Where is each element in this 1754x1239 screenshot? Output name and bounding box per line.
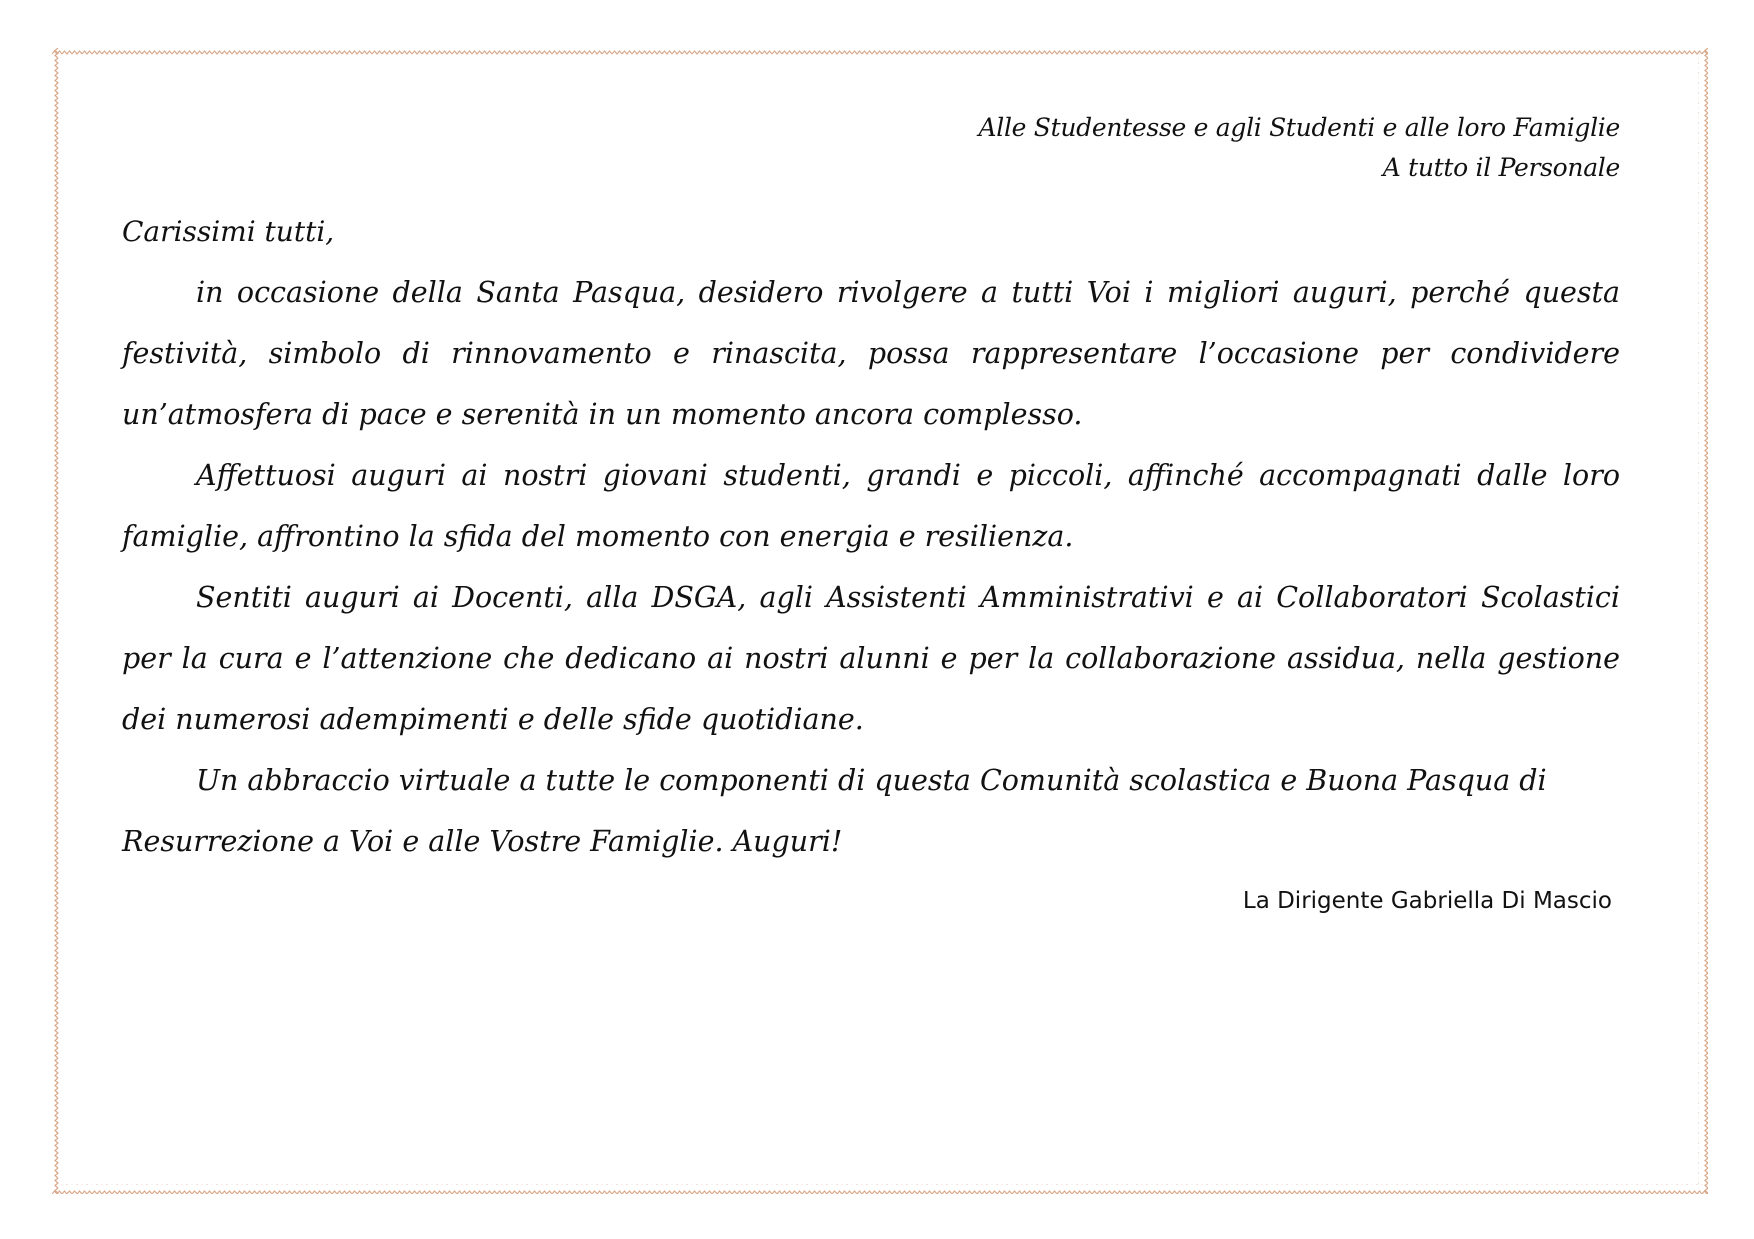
paragraph-easter-wishes: in occasione della Santa Pasqua, desidero rivolgere a tutti Voi i migliori auguri, perché questa festività, simbolo di rinnovamento e rinascita, possa rappresentare l’occasione per condividere un’atmosfera di pace e serenità in un momento ancora complesso. (122, 276, 1620, 431)
letter-body (122, 108, 1620, 918)
paragraph-staff: Sentiti auguri ai Docenti, alla DSGA, agli Assistenti Amministrativi e ai Collaboratori Scolastici per la cura e l’attenzione che dedicano ai nostri alunni e per la collaborazione assidua, nella gestione dei numerosi adempimenti e delle sfide quotidiane. (122, 581, 1620, 736)
recipient-line-staff: A tutto il Personale (1382, 153, 1620, 182)
salutation: Carissimi tutti, (122, 215, 335, 248)
paragraph-closing: Un abbraccio virtuale a tutte le componenti di questa Comunità scolastica e Buona Pasqua di Resurrezione a Voi e alle Vostre Famiglie. Auguri! (122, 764, 1547, 858)
recipient-line-students: Alle Studentesse e agli Studenti e alle loro Famiglie (978, 113, 1620, 142)
paragraph-students: Affettuosi auguri ai nostri giovani studenti, grandi e piccoli, affinché accompagnati dalle loro famiglie, affrontino la sfida del momento con energia e resilienza. (122, 459, 1620, 553)
recipients-block (122, 108, 1620, 188)
signature: La Dirigente Gabriella Di Mascio (1242, 888, 1612, 914)
